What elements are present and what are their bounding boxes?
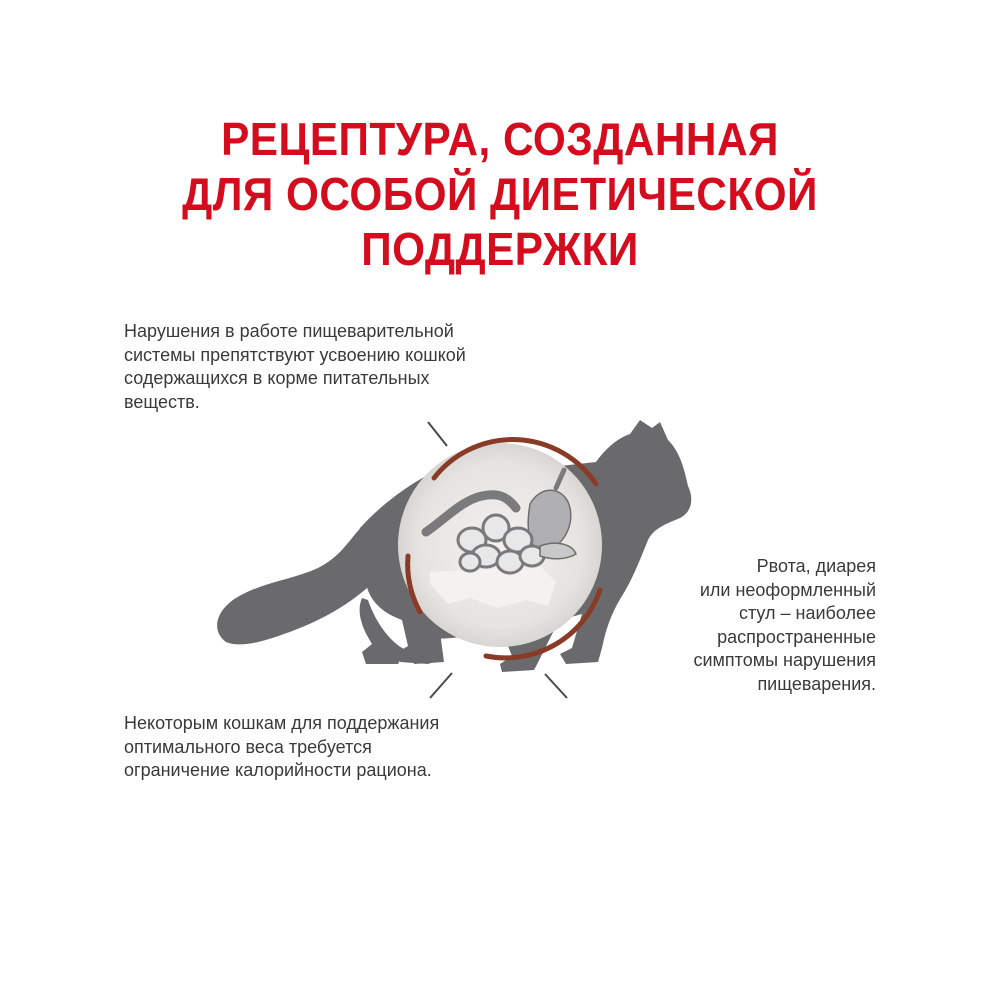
note-right-line-4: распространенные [717, 626, 876, 647]
headline-line-1: РЕЦЕПТУРА, СОЗДАННАЯ [221, 113, 779, 165]
note-top-line-1: Нарушения в работе пищеварительной [124, 321, 454, 341]
digestive-disc [398, 443, 602, 647]
note-top-line-4: веществ. [124, 391, 200, 412]
note-top-line-2: системы препятствуют усвоению кошкой [124, 344, 466, 365]
note-bottom-line-2: оптимального веса требуется [124, 736, 372, 757]
cat-silhouette [217, 420, 691, 672]
note-digestion-problems [124, 320, 466, 414]
note-right-line-5: симптомы нарушения [693, 650, 876, 670]
headline [40, 112, 960, 277]
headline-line-3: ПОДДЕРЖКИ [361, 223, 639, 275]
note-symptoms [694, 555, 877, 696]
highlight-ring [408, 440, 600, 658]
note-right-line-2: или неоформленный [699, 579, 876, 600]
note-right-line-1: Рвота, диарея [756, 556, 876, 576]
connector-top [124, 422, 447, 446]
note-right-line-6: пищеварения. [757, 673, 876, 694]
connector-bottom-left [124, 673, 452, 698]
note-bottom-line-3: ограничение калорийности рациона. [124, 760, 432, 780]
note-top-line-3: содержащихся в корме питательных [124, 368, 430, 388]
digestive-organs-icon [426, 470, 576, 573]
headline-line-2: ДЛЯ ОСОБОЙ ДИЕТИЧЕСКОЙ [182, 168, 818, 220]
note-right-line-3: стул – наиболее [738, 603, 876, 623]
note-weight-control [124, 712, 439, 783]
note-bottom-line-1: Некоторым кошкам для поддержания [124, 713, 440, 733]
